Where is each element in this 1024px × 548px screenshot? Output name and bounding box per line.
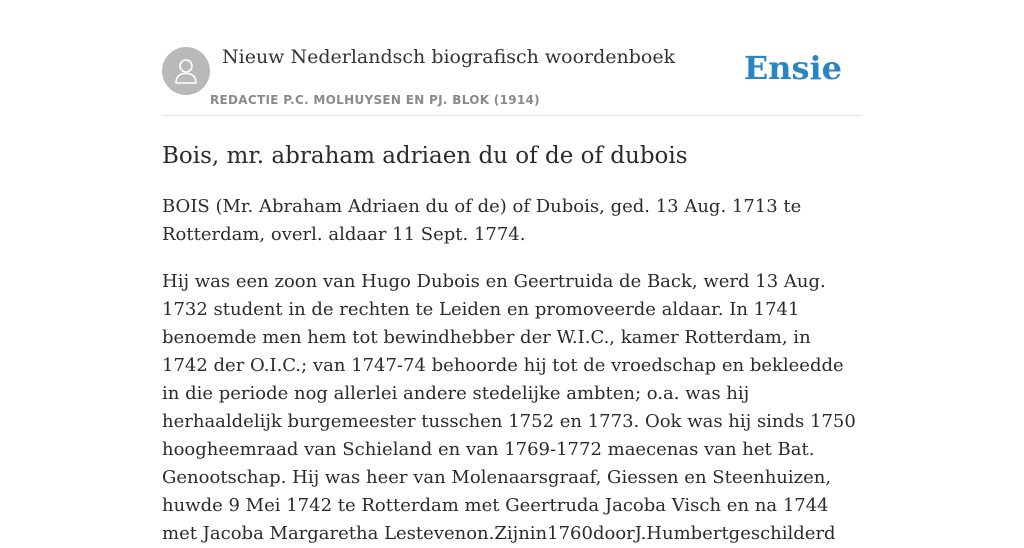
page-container: [162, 0, 862, 548]
article-title: Bois, mr. abraham adriaen du of de of dubois: [162, 143, 688, 169]
avatar[interactable]: [162, 47, 210, 95]
source-header: [162, 0, 862, 116]
article-paragraph-2: Hij was een zoon van Hugo Dubois en Geertruida de Back, werd 13 Aug. 1732 student in de rechten te Leiden en promoveerde aldaar. In 1741 benoemde men hem tot bewindhebber der W.I.C., kamer Rotterdam, in 1742 der O.I.C.; van 1747-74 behoorde hij tot de vroedschap en bekleedde in die periode nog allerlei andere stedelijke ambten; o.a. was hij herhaaldelijk burgemeester tusschen 1752 en 1773. Ook was hij sinds 1750 hoogheemraad van Schieland en van 1769-1772 maecenas van het Bat. Genootschap. Hij was heer van Molenaarsgraaf, Giessen en Steenhuizen, huwde 9 Mei 1742 te Rotterdam met Geertruda Jacoba Visch en na 1744 met Jacoba Margaretha Lestevenon.Zijnin1760doorJ.Humbertgeschilderd: [162, 271, 856, 544]
user-icon: [173, 57, 199, 85]
ensie-logo[interactable]: Ensie: [743, 49, 842, 87]
article-paragraph-1: BOIS (Mr. Abraham Adriaen du of de) of Dubois, ged. 13 Aug. 1713 te Rotterdam, overl. aldaar 11 Sept. 1774.: [162, 196, 802, 245]
book-title[interactable]: Nieuw Nederlandsch biografisch woordenboek: [222, 46, 676, 68]
book-editors: REDACTIE P.C. MOLHUYSEN EN PJ. BLOK (1914): [210, 93, 540, 107]
